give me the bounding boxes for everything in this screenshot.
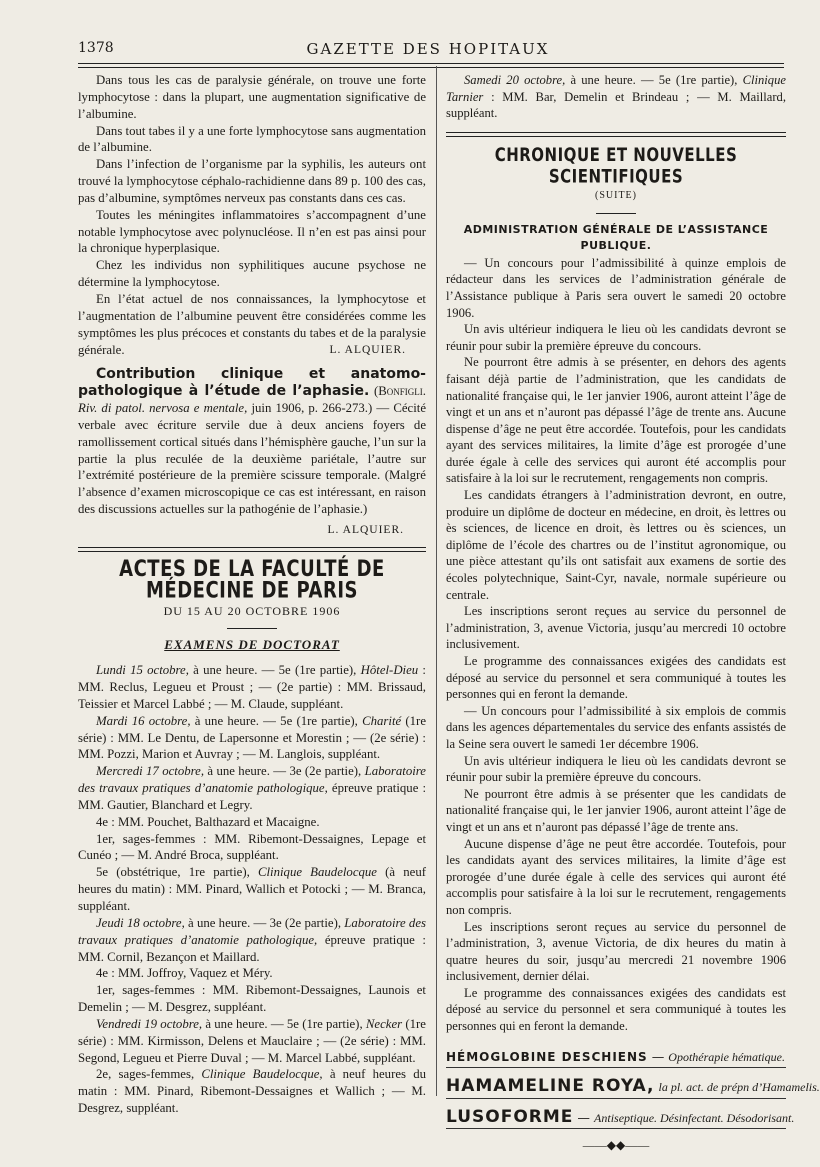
article-author: (Bonfigli. — [374, 384, 426, 399]
admin-heading: ADMINISTRATION GÉNÉRALE DE L’ASSISTANCE PUBLIQUE. — [463, 222, 769, 253]
entry-clinic: Laboratoire des travaux pratiques d’anatomie pathologique, — [78, 764, 426, 796]
exam-entry — [78, 662, 426, 713]
entry-rest: (1re série) : MM. Kirmisson, Delens et Mauclaire ; — (2e série) : MM. Segond, Legueu et Pierre Duval ; — M. Marcel Labbé, suppléant. — [78, 1016, 426, 1065]
entry-text: à une heure. — 5e (1re partie), — [190, 713, 363, 728]
short-rule — [227, 628, 277, 629]
exam-entry — [78, 831, 426, 865]
ad-tagline: Antiseptique. Désinfectant. Désodorisant. — [594, 1110, 795, 1125]
section-heading: ACTES DE LA FACULTÉ DE MÉDECINE DE PARIS — [119, 555, 385, 604]
ad-separator: — — [647, 1048, 669, 1064]
page-number: 1378 — [78, 40, 114, 56]
entry-text: à une heure. — 3e (2e partie), — [204, 764, 365, 779]
article-ref: juin 1906, p. 266-273.) — [251, 401, 373, 416]
header-rule — [78, 63, 784, 64]
entry-text: 5e (obstétrique, 1re partie), — [96, 865, 258, 880]
paragraph: Un avis ultérieur indiquera le lieu où les candidats devront se réunir pour subir la première épreuve du concours. — [446, 322, 786, 353]
ad-tagline: Opothérapie hématique. — [668, 1049, 785, 1064]
section-heading: CHRONIQUE ET NOUVELLES SCIENTIFIQUES — [494, 143, 738, 187]
paragraph: Les candidats étrangers à l’administration devront, en outre, produire un diplôme de docteur en médecine, en droit, ès lettres ou ès sciences, de licence en droit, ès lettres ou ès sciences, un diplôme de l’école des chartres ou de l’institut agronomique, ou une pièce attestant qu’ils ont satisfait aux examens de sortie des écoles polytechnique, Saint-Cyr, navale, normale supérieure ou centrale. — [446, 488, 786, 602]
advertisement — [446, 1049, 786, 1069]
entry-clinic: Hôtel-Dieu — [360, 663, 419, 678]
exam-entry — [78, 982, 426, 1016]
header-rule-2 — [78, 67, 784, 68]
exam-entry — [78, 1016, 426, 1067]
paragraph: Le programme des connaissances exigées des candidats est déposé au service du personnel et sera communiqué à toutes les personnes qui en feront la demande. — [446, 985, 786, 1034]
article-title: Contribution clinique et anatomo-pathologique à l’étude de l’aphasie. — [78, 366, 426, 400]
right-column — [446, 72, 820, 1154]
advertisement — [446, 1106, 795, 1130]
entry-text: 4e : MM. Joffroy, Vaquez et Méry. — [96, 966, 273, 981]
left-column — [78, 72, 426, 1117]
exam-entry — [78, 864, 426, 915]
page-header — [78, 40, 778, 62]
entry-date: Vendredi 19 octobre, — [96, 1016, 203, 1031]
entry-rest: (à neuf heures du matin) : MM. Pinard, Wallich et Potocki ; — M. Branca, suppléant. — [78, 865, 426, 913]
entry-text: 1er, sages-femmes : MM. Ribemont-Dessaignes, Lepage et Cunéo ; — M. André Broca, suppléant. — [78, 831, 426, 863]
article-journal: Riv. di patol. nervosa e mentale, — [78, 401, 248, 416]
entry-clinic: Clinique Baudelocque — [257, 865, 377, 880]
section-rule — [446, 132, 786, 137]
entry-text: 1er, sages-femmes : MM. Ribemont-Dessaignes, Launois et Demelin ; — M. Desgrez, suppléant. — [78, 983, 426, 1015]
paragraph: Le programme des connaissances exigées des candidats est déposé au service du personnel et sera communiqué à toutes les personnes qui en feront la demande. — [446, 654, 786, 702]
ad-tagline: la pl. act. de prépn d’Hamamelis. — [658, 1080, 820, 1095]
paragraph: — Un concours pour l’admissibilité à six emplois de commis dans les agences départementales du service des enfants assistés de la Seine sera ouvert le samedi 1er décembre 1906. — [446, 703, 786, 751]
exam-list — [78, 662, 426, 1117]
paragraph: Chez les individus non syphilitiques aucune psychose ne détermine la lymphocytose. — [78, 258, 426, 290]
entry-clinic: Necker — [365, 1016, 403, 1031]
signature: L. ALQUIER. — [327, 523, 404, 536]
paragraph: Dans l’infection de l’organisme par la syphilis, les auteurs ont trouvé la lymphocytose céphalo-rachidienne dans 89 p. 100 des cas, pas d’albumine, symptômes nerveux pas constants dans ces cas. — [78, 157, 426, 205]
exam-entry — [78, 965, 426, 982]
paragraph: Ne pourront être admis à se présenter, en dehors des agents faisant déjà partie de l’administration, que les candidats de nationalité française qui, le 1er janvier 1906, auront atteint l’âge de vingt et un ans et n’auront pas dépassé l’âge de trente ans. Aucune dispense d’âge ne peut être accordée. Toutefois, pour les candidats ayant des services militaires, la limite d’âge est prorogée d’une durée égale à celle des services qui auront été accomplis pour satisfaire à la loi sur le recrutement, rengagements non compris. — [446, 355, 786, 486]
ad-brand: HAMAMELINE ROYA, — [446, 1076, 655, 1097]
entry-text: à une heure. — 5e (1re partie), — [565, 73, 743, 87]
entry-text: à une heure. — 5e (1re partie), — [202, 1016, 366, 1031]
exam-entry — [446, 72, 786, 122]
section-subheading: (SUITE) — [595, 189, 637, 201]
paragraph: Aucune dispense d’âge ne peut être accordée. Toutefois, pour les candidats ayant des services militaires, la limite d’âge est prorogée d’une durée égale à celle des services qui auront été accomplis pour satisfaire à la loi sur le recrutement, rengagements non compris. — [446, 836, 786, 917]
exam-heading: EXAMENS DE DOCTORAT — [164, 637, 340, 653]
entry-clinic: Clinique Baudelocque, — [201, 1067, 323, 1082]
exam-entry — [78, 915, 426, 966]
advertisement — [446, 1076, 820, 1099]
entry-text: à une heure. — 5e (1re partie), — [188, 663, 361, 678]
ad-brand: HÉMOGLOBINE DESCHIENS — [446, 1049, 648, 1064]
paragraph-text: En l’état actuel de nos connaissances, la lymphocytose et l’augmentation de l’albumine peuvent être considérées comme les symptômes les plus précoces et constants du tabes et de la paralysie générale. — [78, 291, 426, 357]
exam-entry — [78, 1066, 426, 1117]
signature: L. ALQUIER. — [329, 343, 406, 356]
contribution-article — [78, 366, 426, 518]
ornament: ——◆◆—— — [582, 1138, 650, 1153]
paragraph: Ne pourront être admis à se présenter que les candidats de nationalité française qui, le 1er janvier 1906, auront atteint l’âge de vingt et un ans et n’auront pas dépassé l’âge de trente ans. — [446, 786, 786, 834]
running-title: GAZETTE DES HOPITAUX — [306, 40, 550, 58]
entry-rest: : MM. Bar, Demelin et Brindeau ; — M. Maillard, suppléant. — [446, 89, 786, 121]
paragraph: Les inscriptions seront reçues au service du personnel de l’administration, 3, avenue Victoria, de dix heures du matin à quatre heures du soir, jusqu’au mercredi 21 novembre 1906 inclusivement, dernier délai. — [446, 919, 786, 984]
entry-clinic: Laboratoire des travaux pratiques d’anatomie pathologique, — [78, 915, 426, 947]
entry-rest: (1re série) : MM. Le Dentu, de Lapersonne et Morestin ; — (2e série) : MM. Pozzi, Marion et Auvray ; — M. Langlois, suppléant. — [78, 713, 426, 762]
article-body: — Cécité verbale avec écriture servile due à deux anciens foyers de ramollissement cortical situés dans l’hémisphère gauche, l’un sur la partie la plus reculée de la deuxième pariétale, l’autre sur l’extrémité postérieure de la première scissure temporale. (Malgré l’absence d’examen microscopique ce cas est intéressant, en raison des discussions actuelles sur la pathogénie de l’aphasie.) — [78, 401, 427, 517]
paragraph — [78, 291, 426, 358]
column-divider — [436, 66, 437, 1096]
paragraph: Les inscriptions seront reçues au service du personnel de l’administration, 3, avenue Victoria, jusqu’au mercredi 10 octobre inclusivement. — [446, 604, 786, 652]
paragraph: Dans tous les cas de paralysie générale, on trouve une forte lymphocytose : dans la plupart, une augmentation significative de l’albumine. — [78, 73, 426, 121]
entry-date: Jeudi 18 octobre, — [96, 915, 185, 930]
section-rule — [78, 547, 426, 552]
paragraph: — Un concours pour l’admissibilité à quinze emplois de rédacteur dans les services de l’administration générale de l’Assistance publique à Paris sera ouvert le samedi 20 octobre 1906. — [446, 255, 786, 320]
ad-brand: LUSOFORME — [446, 1106, 574, 1127]
entry-date: Lundi 15 octobre, — [96, 663, 189, 678]
exam-entry — [78, 713, 426, 764]
entry-date: Samedi 20 octobre, — [464, 73, 566, 87]
entry-rest: : MM. Reclus, Legueu et Proust ; — (2e partie) : MM. Brissaud, Teissier et Marcel Labbé ; — M. Claude, suppléant. — [78, 663, 426, 711]
entry-rest: épreuve pratique : MM. Cornil, Bezançon et Maillard. — [78, 932, 426, 964]
entry-rest: à neuf heures du matin : MM. Pinard, Ribemont-Dessaignes et Wallich ; — M. Desgrez, suppléant. — [78, 1067, 426, 1116]
entry-clinic: Clinique Tarnier — [446, 73, 786, 104]
section-subheading: DU 15 AU 20 OCTOBRE 1906 — [163, 604, 341, 619]
entry-clinic: Charité — [362, 713, 402, 728]
entry-date: Mercredi 17 octobre, — [96, 764, 205, 779]
paragraph: Un avis ultérieur indiquera le lieu où les candidats devront se réunir pour subir la première épreuve du concours. — [446, 753, 786, 785]
entry-text: 2e, sages-femmes, — [96, 1067, 202, 1082]
entry-text: 4e : MM. Pouchet, Balthazard et Macaigne. — [96, 814, 320, 829]
exam-entry — [78, 763, 426, 814]
entry-rest: épreuve pratique : MM. Gautier, Blanchard et Legry. — [78, 781, 427, 812]
short-rule — [596, 213, 636, 214]
entry-text: à une heure. — 3e (2e partie), — [184, 915, 345, 930]
entry-date: Mardi 16 octobre, — [96, 713, 191, 728]
ad-separator: — — [573, 1109, 595, 1125]
paragraph: Toutes les méningites inflammatoires s’accompagnent d’une notable lymphocytose avec polynucléose. Il n’en est pas ainsi pour la chronique hyperplasique. — [78, 207, 426, 256]
paragraph: Dans tout tabes il y a une forte lymphocytose sans augmentation de l’albumine. — [78, 123, 426, 155]
exam-entry — [78, 814, 426, 831]
